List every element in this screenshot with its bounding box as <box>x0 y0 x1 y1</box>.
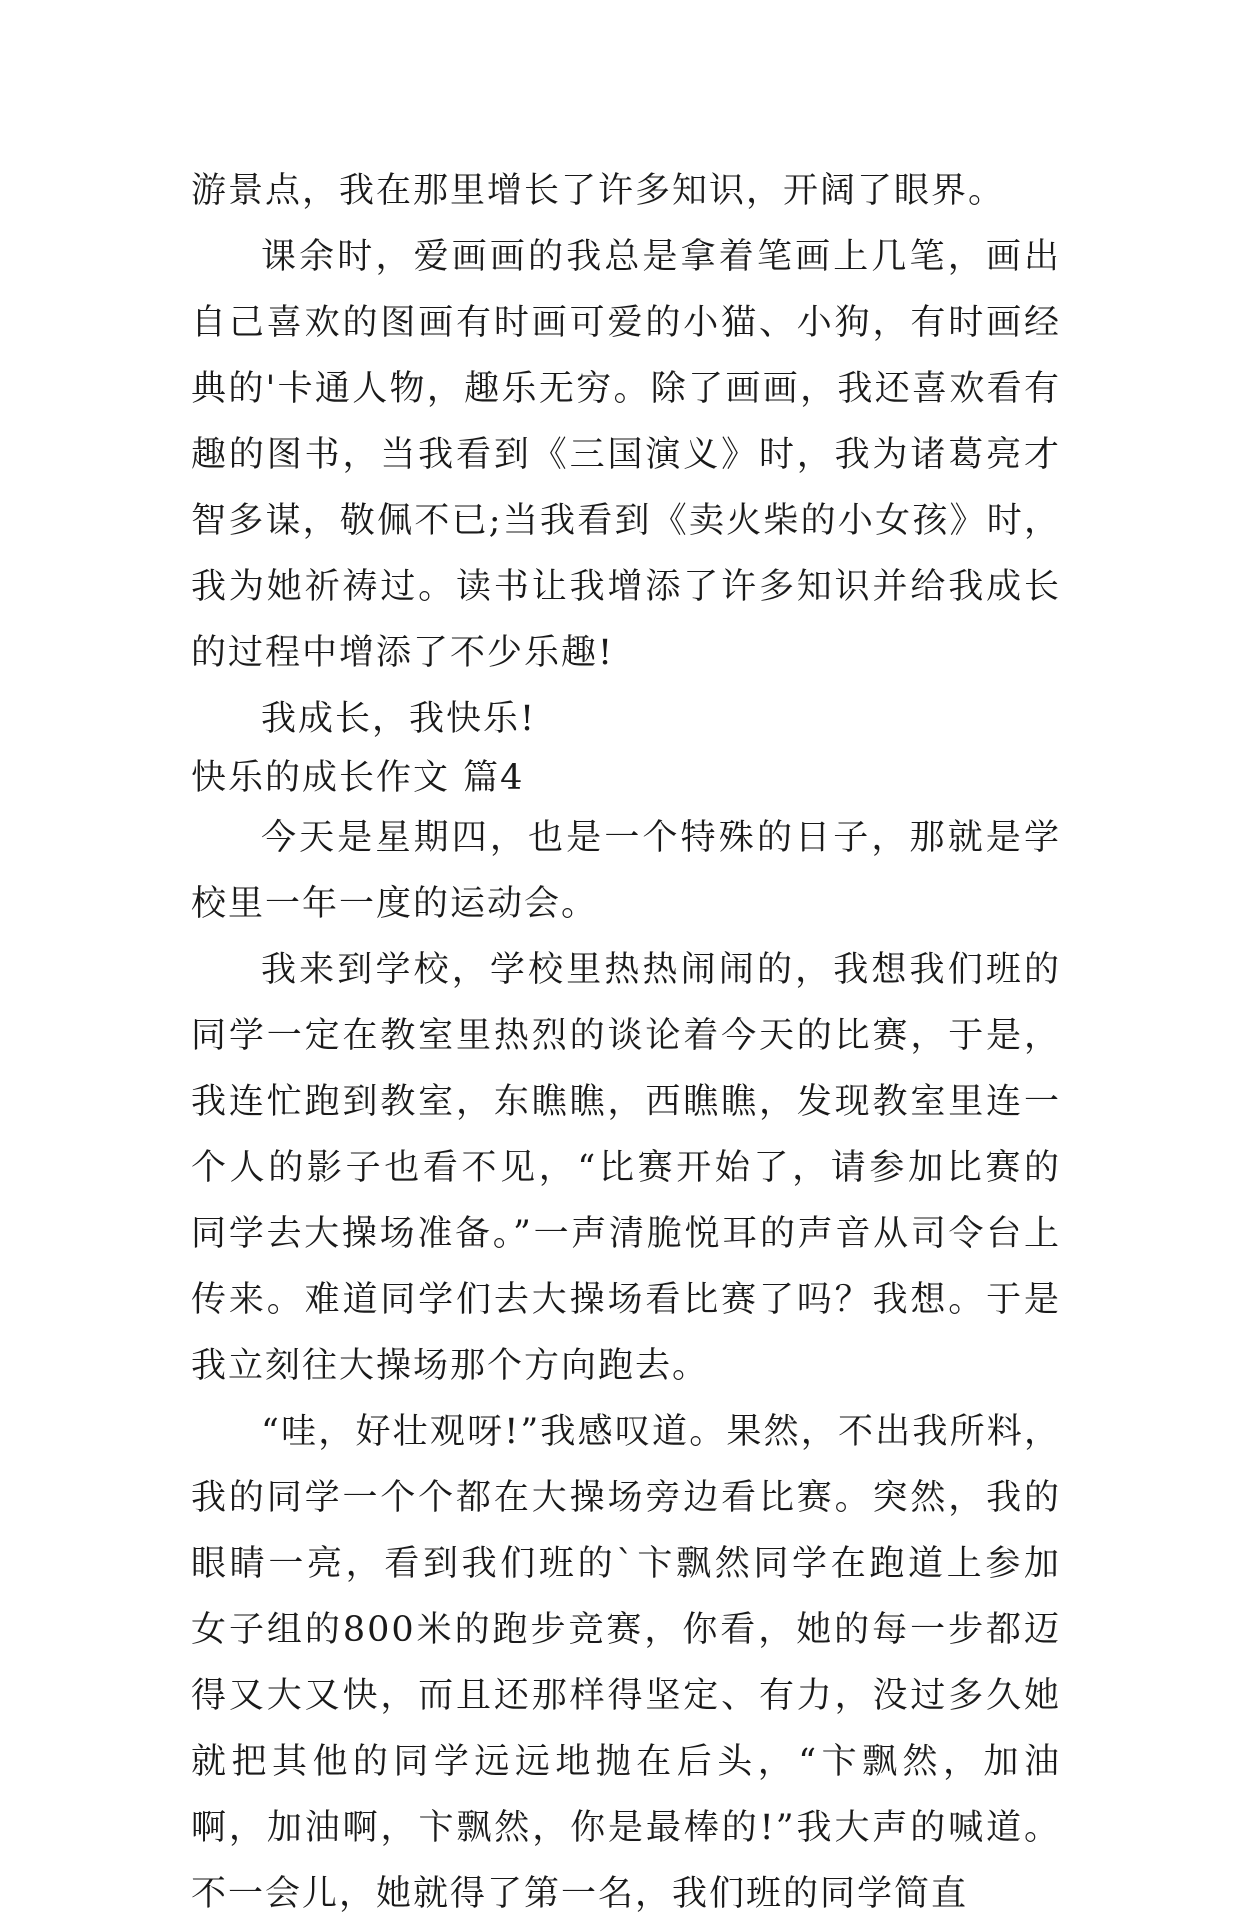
paragraph: 课余时，爱画画的我总是拿着笔画上几笔，画出自己喜欢的图画有时画可爱的小猫、小狗，有时画经典的'卡通人物，趣乐无穷。除了画画，我还喜欢看有趣的图书，当我看到《三国演义》时，我为诸葛亮才智多谋，敬佩不已;当我看到《卖火柴的小女孩》时，我为她祈祷过。读书让我增添了许多知识并给我成长的过程中增添了不少乐趣! <box>191 237 1061 673</box>
paragraph: “哇，好壮观呀!”我感叹道。果然，不出我所料，我的同学一个个都在大操场旁边看比赛。突然，我的眼睛一亮，看到我们班的`卞飘然同学在跑道上参加女子组的800米的跑步竞赛，你看，她的每一步都迈得又大又快，而且还那样得坚定、有力，没过多久她就把其他的同学远远地抛在后头，“卞飘然，加油啊，加油啊，卞飘然，你是最棒的!”我大声的喊道。不一会儿，她就得了第一名，我们班的同学简直 <box>191 1412 1061 1914</box>
section-heading: 快乐的成长作文 篇4 <box>191 758 525 798</box>
paragraph-continuation: 游景点，我在那里增长了许多知识，开阔了眼界。 <box>191 171 1006 211</box>
paragraph: 我成长，我快乐! <box>261 699 537 739</box>
paragraph: 我来到学校，学校里热热闹闹的，我想我们班的同学一定在教室里热烈的谈论着今天的比赛，于是，我连忙跑到教室，东瞧瞧，西瞧瞧，发现教室里连一个人的影子也看不见，“比赛开始了，请参加比赛的同学去大操场准备。”一声清脆悦耳的声音从司令台上传来。难道同学们去大操场看比赛了吗？我想。于是我立刻往大操场那个方向跑去。 <box>191 950 1061 1386</box>
paragraph: 今天是星期四，也是一个特殊的日子，那就是学校里一年一度的运动会。 <box>191 818 1061 924</box>
document-body <box>191 158 1061 1927</box>
